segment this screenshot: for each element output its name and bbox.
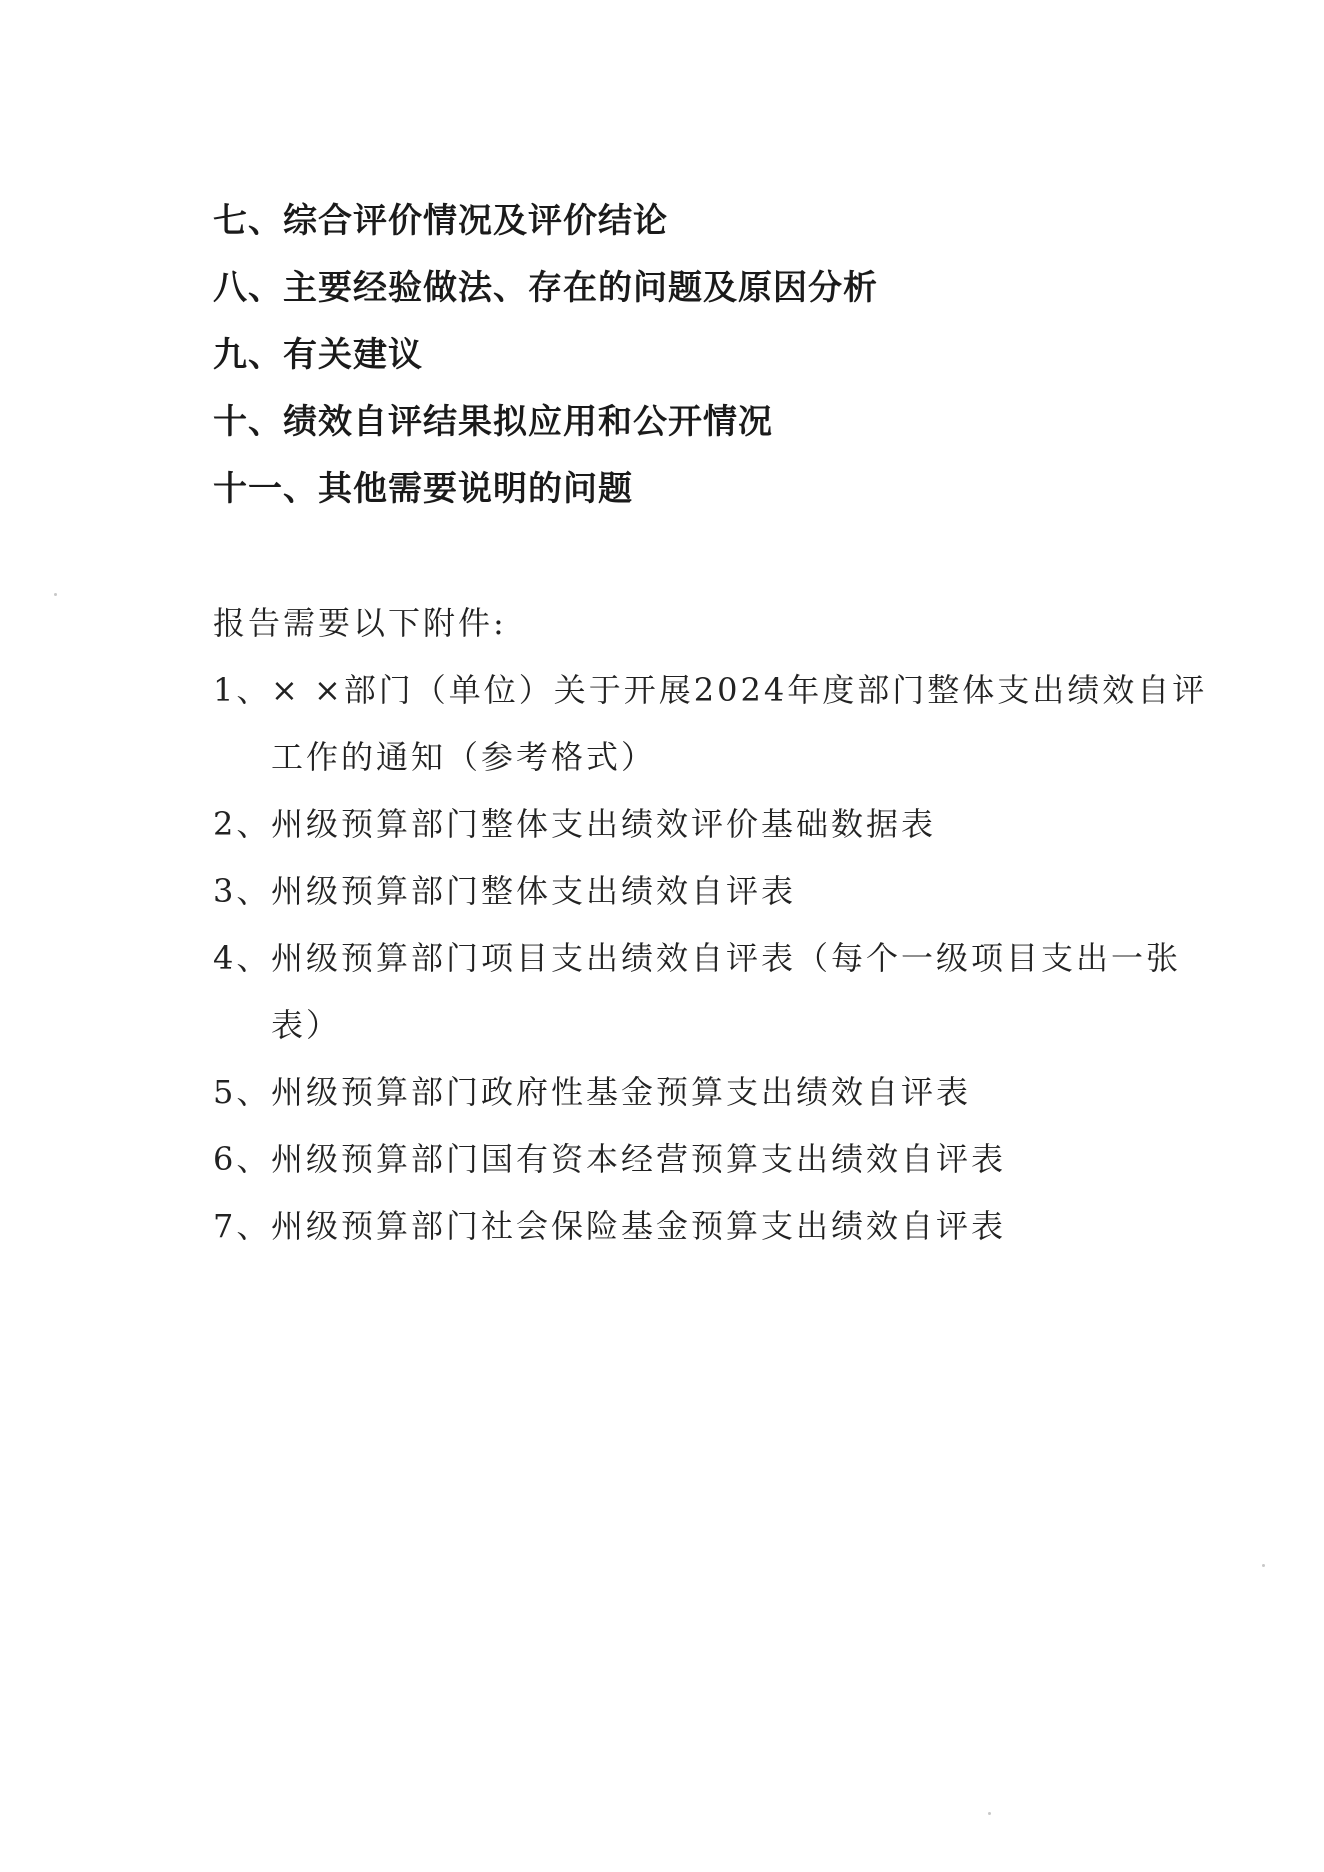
- attachment-text: 州级预算部门项目支出绩效自评表（每个一级项目支出一张表）: [271, 939, 1182, 1044]
- section-heading-7: 七、综合评价情况及评价结论: [213, 201, 668, 241]
- section-heading-list: [213, 188, 1213, 523]
- attachment-text: 州级预算部门整体支出绩效自评表: [271, 872, 797, 910]
- attachment-number: 1、: [213, 671, 272, 709]
- attachments-section: [213, 590, 1213, 1260]
- attachment-text: 州级预算部门国有资本经营预算支出绩效自评表: [271, 1140, 1007, 1178]
- attachment-item-6: [213, 1126, 1213, 1193]
- attachment-item-1: [213, 657, 1213, 791]
- attachment-item-4: [213, 925, 1213, 1059]
- attachment-text: 州级预算部门政府性基金预算支出绩效自评表: [271, 1073, 972, 1111]
- attachment-text: × ×部门（单位）关于开展2024年度部门整体支出绩效自评工作的通知（参考格式）: [271, 671, 1208, 776]
- section-heading-8: 八、主要经验做法、存在的问题及原因分析: [213, 268, 878, 308]
- attachment-item-5: [213, 1059, 1213, 1126]
- scan-speck: [988, 1812, 991, 1815]
- attachment-text: 州级预算部门社会保险基金预算支出绩效自评表: [271, 1207, 1007, 1245]
- section-heading-10: 十、绩效自评结果拟应用和公开情况: [213, 402, 773, 442]
- attachment-number: 5、: [213, 1073, 272, 1111]
- attachment-item-3: [213, 858, 1213, 925]
- attachment-number: 2、: [213, 805, 272, 843]
- attachment-number: 6、: [213, 1140, 272, 1178]
- attachment-item-7: [213, 1193, 1213, 1260]
- scan-speck: [54, 593, 57, 596]
- section-heading-11: 十一、其他需要说明的问题: [213, 469, 633, 509]
- attachment-text: 州级预算部门整体支出绩效评价基础数据表: [271, 805, 937, 843]
- attachment-number: 7、: [213, 1207, 272, 1245]
- attachment-number: 4、: [213, 939, 272, 977]
- attachment-item-2: [213, 791, 1213, 858]
- attachments-intro: 报告需要以下附件:: [213, 604, 507, 642]
- attachment-number: 3、: [213, 872, 272, 910]
- section-heading-9: 九、有关建议: [213, 335, 423, 375]
- scan-speck: [1262, 1564, 1265, 1567]
